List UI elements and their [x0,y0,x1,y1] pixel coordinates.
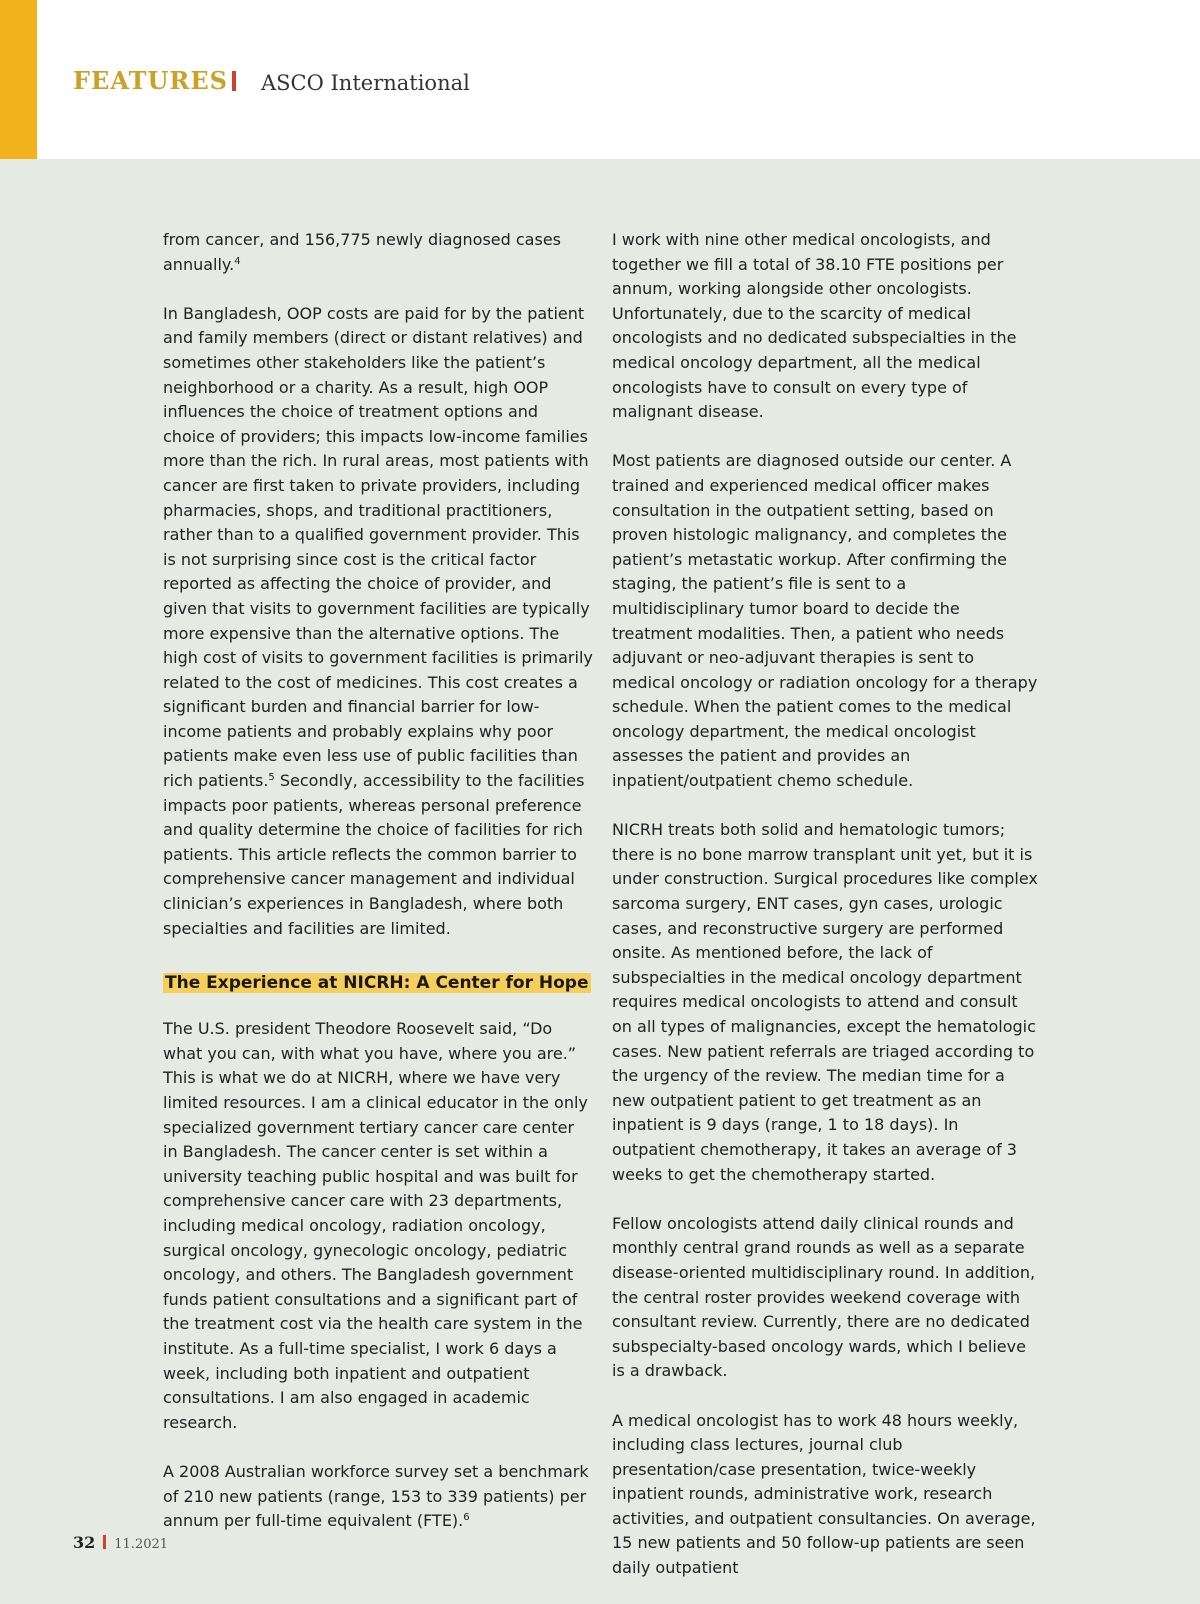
paragraph [163,302,593,941]
paragraph-text: A 2008 Australian workforce survey set a benchmark of 210 new patients (range, 153 to 339 patients) per annum per full-time equivalent (FTE). [163,1461,589,1531]
page-footer [73,1533,168,1555]
paragraph: Most patients are diagnosed outside our center. A trained and experienced medical officer makes consultation in the outpatient setting, based on proven histologic malignancy, and completes the patient’s metastatic workup. After confirming the staging, the patient’s file is sent to a multidisciplinary tumor board to decide the treatment modalities. Then, a patient who needs adjuvant or neo-adjuvant therapies is sent to medical oncology or radiation oncology for a therapy schedule. When the patient comes to the medical oncology department, the medical oncologist assesses the patient and provides an inpatient/outpatient chemo schedule. [612,451,1038,791]
section-kicker: FEATURES [73,66,228,95]
subheading-text: The Experience at NICRH: A Center for Hope [165,973,589,994]
page-header [0,0,1200,159]
left-column [163,228,593,1534]
paragraph-text: In Bangladesh, OOP costs are paid for by the patient and family members (direct or distant relatives) and sometimes other stakeholders like the patient’s neighborhood or a charity. As a result, high OOP influences the choice of treatment options and choice of providers; this impacts low-income families more than the rich. In rural areas, most patients with cancer are first taken to private providers, including pharmacies, shops, and traditional practitioners, rather than to a qualified government provider. This is not surprising since cost is the critical factor reported as affecting the choice of provider, and given that visits to government facilities are typically more expensive than the alternative options. The high cost of visits to government facilities is primarily related to the cost of medicines. This cost creates a significant burden and financial barrier for low-income patients and probably explains why poor patients make even less use of public facilities than rich patients. [163,303,593,791]
footnote-ref: 6 [463,1512,470,1524]
issue-date: 11.2021 [114,1537,169,1552]
footnote-ref: 5 [268,772,275,784]
paragraph: I work with nine other medical oncologists, and together we fill a total of 38.10 FTE positions per annum, working alongside other oncologists. Unfortunately, due to the scarcity of medical oncologists and no dedicated subspecialties in the medical oncology department, all the medical oncologists have to consult on every type of malignant disease. [612,230,1017,422]
footer-separator [103,1535,106,1549]
paragraph [163,228,593,277]
paragraph [163,1460,593,1534]
footnote-ref: 4 [234,255,241,267]
accent-bar [0,0,37,159]
paragraph: A medical oncologist has to work 48 hours weekly, including class lectures, journal club presentation/case presentation, twice-weekly inpatient rounds, administrative work, research activities, and outpatient consultancies. On average, 15 new patients and 50 follow-up patients are seen daily outpatient [612,1410,1036,1578]
right-column [612,228,1042,1581]
subheading [163,971,593,995]
paragraph: NICRH treats both solid and hematologic tumors; there is no bone marrow transplant unit yet, but it is under construction. Surgical procedures like complex sarcoma surgery, ENT cases, gyn cases, urologic cases, and reconstructive surgery are performed onsite. As mentioned before, the lack of subspecialties in the medical oncology department requires medical oncologists to attend and consult on all types of malignancies, except the hematologic cases. New patient referrals are triaged according to the urgency of the review. The median time for a new outpatient patient to get treatment as an inpatient is 9 days (range, 1 to 18 days). In outpatient chemotherapy, it takes an average of 3 weeks to get the chemotherapy started. [612,820,1038,1184]
paragraph: Fellow oncologists attend daily clinical rounds and monthly central grand rounds as well as a separate disease-oriented multidisciplinary round. In addition, the central roster provides weekend coverage with consultant review. Currently, there are no dedicated subspecialty-based oncology wards, which I believe is a drawback. [612,1213,1036,1381]
paragraph-text: from cancer, and 156,775 newly diagnosed cases annually. [163,230,561,274]
header-separator [232,71,236,91]
paragraph: The U.S. president Theodore Roosevelt said, “Do what you can, with what you have, where you are.” This is what we do at NICRH, where we have very limited resources. I am a clinical educator in the only specialized government tertiary cancer care center in Bangladesh. The cancer center is set within a university teaching public hospital and was built for comprehensive cancer care with 23 departments, including medical oncology, radiation oncology, surgical oncology, gynecologic oncology, pediatric oncology, and others. The Bangladesh government funds patient consultations and a significant part of the treatment cost via the health care system in the institute. As a full-time specialist, I work 6 days a week, including both inpatient and outpatient consultations. I am also engaged in academic research. [163,1019,588,1432]
section-title: ASCO International [261,71,470,95]
paragraph-text: Secondly, accessibility to the facilities impacts poor patients, whereas personal preference and quality determine the choice of facilities for rich patients. This article reflects the common barrier to comprehensive cancer management and individual clinician’s experiences in Bangladesh, where both specialties and facilities are limited. [163,771,585,938]
page-number: 32 [73,1533,96,1552]
